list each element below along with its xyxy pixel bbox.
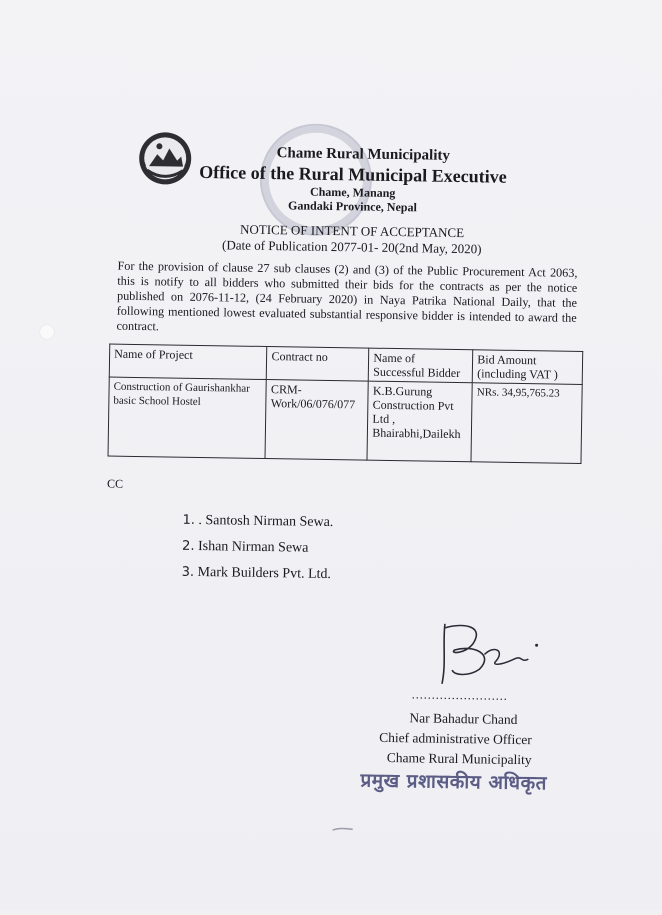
- header-contract-no: Contract no: [267, 347, 369, 382]
- cell-amount: NRs. 34,95,765.23: [471, 383, 582, 464]
- cell-project: Construction of Gaurishankhar basic School Hostel: [108, 377, 267, 458]
- contract-table: [108, 344, 584, 464]
- designation-seal: प्रमुख प्रशासकीय अधिकृत: [360, 769, 548, 795]
- list-item: [182, 534, 333, 562]
- address-line-2: Gandaki Province, Nepal: [287, 198, 417, 215]
- cc-recipient: Ishan Nirman Sewa: [197, 538, 309, 556]
- header-project: Name of Project: [109, 344, 267, 379]
- header-bidder: Name of Successful Bidder: [369, 348, 473, 383]
- signatory-title: Chief administrative Officer: [379, 729, 532, 748]
- signatory-org: Chame Rural Municipality: [386, 749, 532, 768]
- list-item: [181, 560, 332, 588]
- signatory-name: Nar Bahadur Chand: [409, 710, 518, 727]
- cc-number: 2.: [181, 538, 195, 554]
- cc-number: 3.: [181, 564, 195, 580]
- notice-body: For the provision of clause 27 sub clauses (2) and (3) of the Public Procurement Act 2063, this is notify to all bidders who submitted their bids for the contracts as per the notice published on 2076-11-12, (24 February 2020) in Naya Patrika National Daily, that the following mentioned lowest evaluated substantial responsive bidder is intended to award the contract.: [116, 258, 578, 334]
- cc-recipient: . Santosh Nirman Sewa.: [198, 512, 334, 531]
- publication-date: (Date of Publication 2077-01- 20(2nd May, 2020): [222, 237, 482, 257]
- office-name: Office of the Rural Municipal Executive: [199, 161, 507, 187]
- cell-bidder: K.B.Gurung Construction Pvt Ltd , Bhairabhi,Dailekh: [367, 381, 472, 462]
- municipality-name: Chame Rural Municipality: [276, 145, 451, 164]
- header-amount: Bid Amount (including VAT ): [472, 350, 582, 385]
- signature-icon: [424, 614, 555, 696]
- table-row: [108, 377, 582, 463]
- cc-label: CC: [106, 476, 124, 491]
- notice-title: NOTICE OF INTENT OF ACCEPTANCE: [239, 221, 465, 241]
- cc-number: 1.: [182, 512, 196, 528]
- cc-list: [181, 508, 333, 588]
- cc-recipient: Mark Builders Pvt. Ltd.: [197, 564, 332, 583]
- ink-smudge-icon: [332, 826, 354, 832]
- signature-line: ........................: [411, 687, 508, 703]
- list-item: [182, 508, 333, 536]
- address-line-1: Chame, Manang: [309, 184, 396, 201]
- cell-contract-no: CRM-Work/06/076/077: [265, 380, 368, 461]
